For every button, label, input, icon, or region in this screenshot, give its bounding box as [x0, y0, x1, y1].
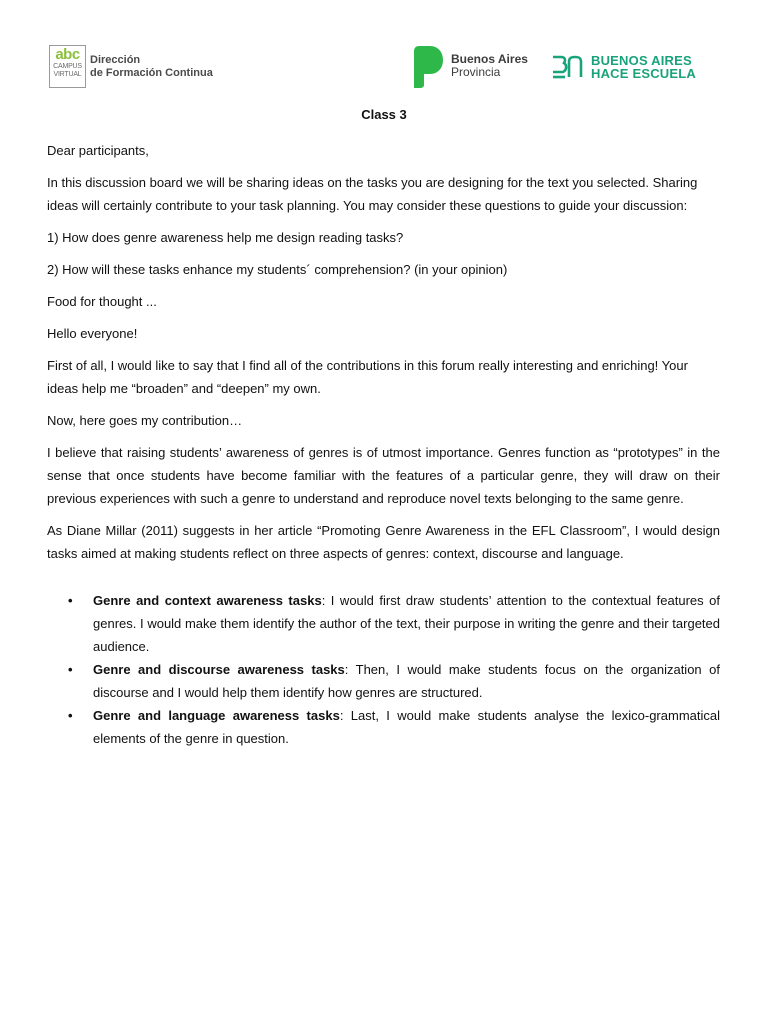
document-body [47, 139, 720, 750]
paragraph-genres-prototypes: I believe that raising students’ awareness of genres is of utmost importance. Genres function as “prototypes” in the sense that once students have become familiar with the features of a particular genre, they will draw on their previous experiences with such a genre to understand and reproduce novel texts belonging to the same genre. [47, 445, 720, 506]
paragraph-hello: Hello everyone! [47, 326, 138, 341]
paragraph-question-1: 1) How does genre awareness help me design reading tasks? [47, 230, 404, 245]
direccion-line1: Dirección [90, 54, 141, 66]
bullet-text: : Last, I would make students analyse the lexico-grammatical elements of the genre in question. [93, 708, 720, 746]
bullet-dot-icon: • [68, 593, 73, 608]
bullet-item-discourse [47, 658, 720, 704]
bullet-term: Genre and language awareness tasks [93, 708, 340, 723]
bullet-dot-icon: • [68, 708, 73, 723]
bullet-text: : I would first draw students’ attention to the contextual features of genres. I would make them identify the author of the text, their purpose in writing the genre and their targeted audience. [93, 593, 720, 654]
abc-logo-sub1: CAMPUS [53, 63, 82, 70]
bullet-item-context [47, 589, 720, 658]
pba-line1: Buenos Aires [451, 52, 528, 66]
bahe-line2: HACE ESCUELA [591, 66, 696, 81]
paragraph-millar: As Diane Millar (2011) suggests in her article “Promoting Genre Awareness in the EFL Classroom”, I would design tasks aimed at making students reflect on three aspects of genres: context, discourse and language. [47, 523, 720, 561]
direccion-line2: de Formación Continua [90, 67, 213, 79]
bullet-item-language [47, 704, 720, 750]
buenos-aires-provincia-icon [410, 45, 444, 89]
paragraph-contribution: Now, here goes my contribution… [47, 413, 243, 428]
abc-logo-sub2: VIRTUAL [53, 71, 82, 78]
paragraph-first-of-all: First of all, I would like to say that I find all of the contributions in this forum really interesting and enriching! Your ideas help me “broaden” and “deepen” my own. [47, 358, 688, 396]
task-bullet-list [47, 589, 720, 750]
pba-line2: Provincia [451, 65, 501, 79]
buenos-aires-provincia-logo-text [451, 53, 528, 79]
bullet-term: Genre and context awareness tasks [93, 593, 322, 608]
abc-logo-word: abc [55, 46, 80, 63]
bullet-term: Genre and discourse awareness tasks [93, 662, 345, 677]
bullet-text: : Then, I would make students focus on the organization of discourse and I would help them identify how genres are structured. [93, 662, 720, 700]
buenos-aires-hace-escuela-icon [551, 54, 583, 80]
buenos-aires-hace-escuela-logo-text [591, 54, 696, 80]
document-title: Class 3 [361, 107, 407, 122]
page-header [0, 0, 768, 100]
paragraph-greeting: Dear participants, [47, 143, 149, 158]
bahe-line1: BUENOS AIRES [591, 53, 692, 68]
bullet-dot-icon: • [68, 662, 73, 677]
paragraph-question-2: 2) How will these tasks enhance my students´ comprehension? (in your opinion) [47, 262, 508, 277]
abc-campus-virtual-logo [49, 45, 86, 88]
paragraph-food-for-thought: Food for thought ... [47, 294, 157, 309]
paragraph-intro: In this discussion board we will be sharing ideas on the tasks you are designing for the text you selected. Sharing ideas will certainly contribute to your task planning. You may consider these questions to guide your discussion: [47, 175, 698, 213]
direccion-formacion-logo-text [90, 54, 213, 80]
